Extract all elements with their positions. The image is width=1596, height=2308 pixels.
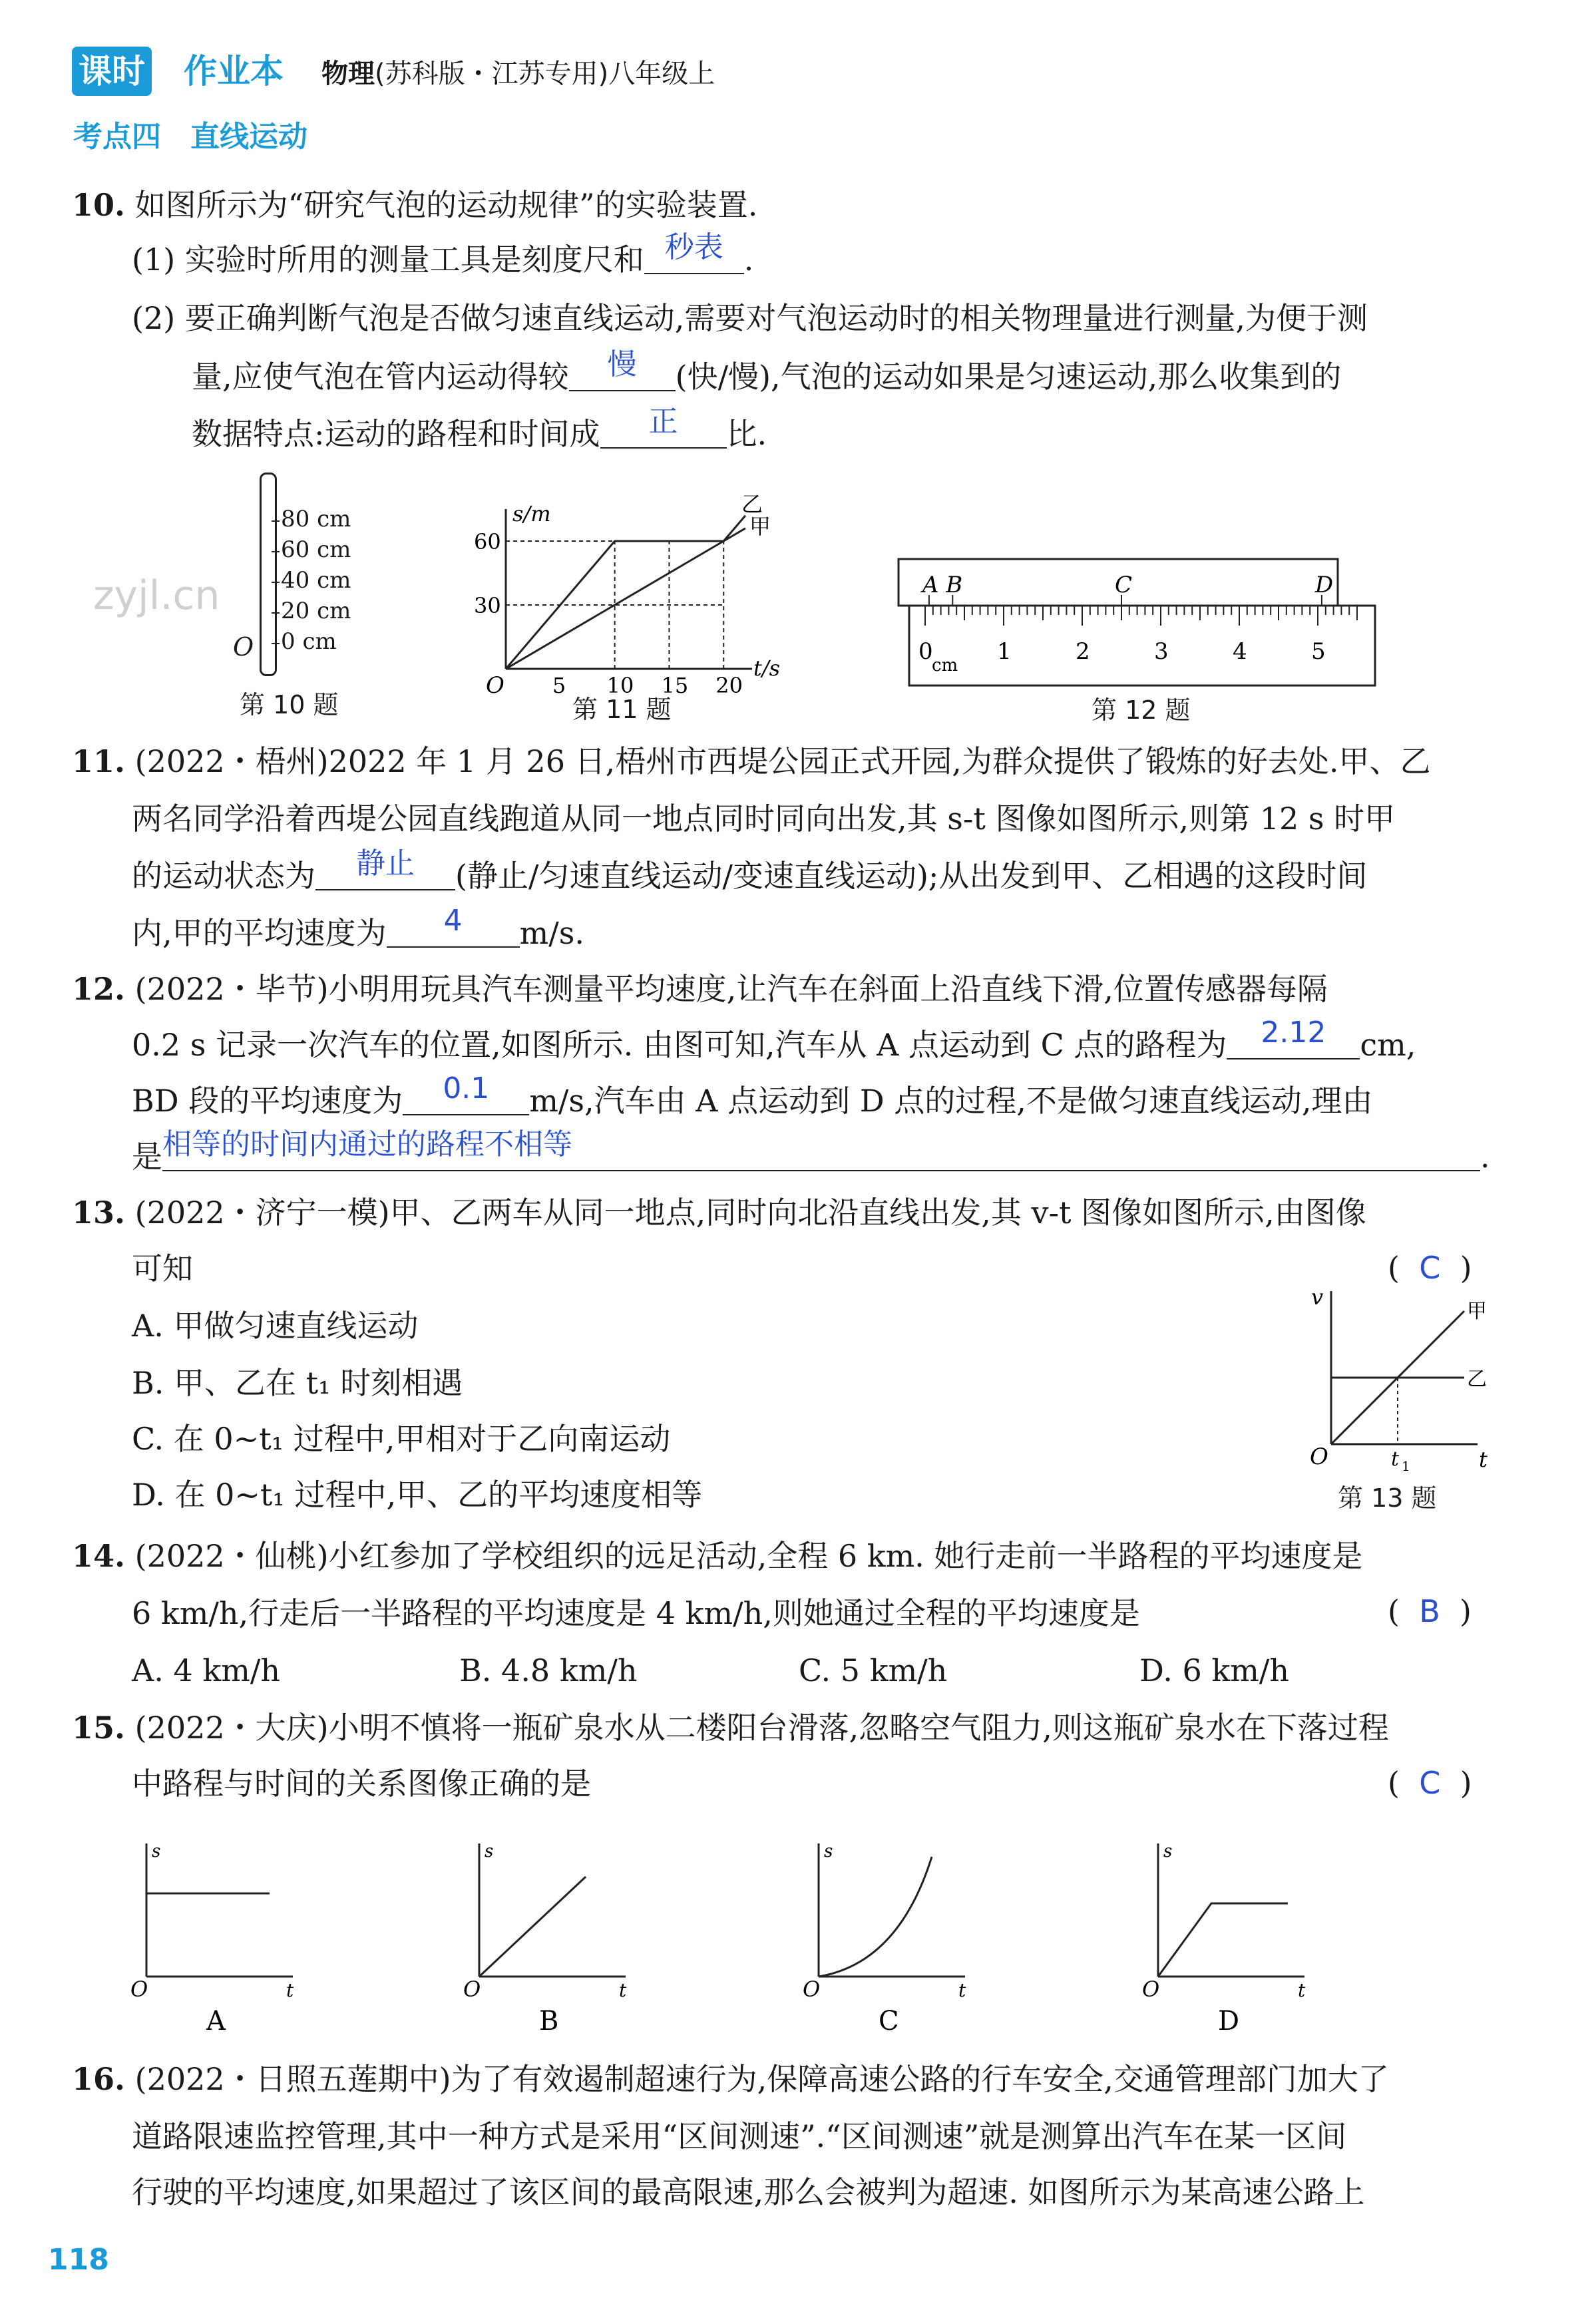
watermark: zyjl.cn bbox=[93, 572, 220, 619]
page-number: 118 bbox=[48, 2243, 109, 2277]
fig11-y-label: s/m bbox=[512, 501, 551, 526]
fig10-origin: O bbox=[233, 632, 254, 662]
fig13-t1-label: t bbox=[1391, 1447, 1400, 1471]
q15-graph-curve-B bbox=[479, 1877, 586, 1977]
q10-answer-3: 正 bbox=[648, 405, 678, 439]
fig10-mark: 60 cm bbox=[281, 536, 351, 563]
q10-part2-line2: 量,应使气泡在管内运动得较 慢 (快/慢),气泡的运动如果是匀速运动,那么收集到的 bbox=[192, 357, 1341, 397]
q13-line2: 可知 bbox=[132, 1250, 193, 1286]
header bbox=[72, 47, 871, 100]
fig10-tick bbox=[272, 520, 280, 522]
q12-line3: BD 段的平均速度为 0.1 m/s,汽车由 A 点运动到 D 点的过程,不是做匀速直线运动,理由 bbox=[132, 1081, 1373, 1121]
bubble-tube bbox=[260, 473, 277, 676]
fig12-point-D: D bbox=[1314, 572, 1334, 598]
q15-answer: ( C ) bbox=[1388, 1765, 1472, 1801]
fig11-x-tick: 5 bbox=[552, 673, 566, 698]
fig10-mark: 80 cm bbox=[281, 506, 351, 532]
fig12-scale-label: 2 bbox=[1076, 638, 1090, 665]
logo: 课时 bbox=[72, 47, 152, 96]
q13-option-c: C. 在 0~t₁ 过程中,甲相对于乙向南运动 bbox=[132, 1421, 671, 1457]
q11-line4: 内,甲的平均速度为 4 m/s. bbox=[132, 913, 584, 953]
q15-t-label: t bbox=[958, 1979, 966, 2001]
fig11-y-tick: 30 bbox=[474, 593, 501, 618]
q15-s-label: s bbox=[485, 1841, 494, 1861]
fig13-label-jia: 甲 bbox=[1467, 1300, 1487, 1323]
q15-origin: O bbox=[130, 1977, 148, 2002]
q10-part2-line1: (2) 要正确判断气泡是否做匀速直线运动,需要对气泡运动时的相关物理量进行测量,为便于测 bbox=[132, 300, 1368, 336]
fig10-tick bbox=[272, 551, 280, 552]
fig10-mark: 0 cm bbox=[281, 628, 337, 655]
fig12-point-C: C bbox=[1115, 572, 1133, 598]
q10-stem: 10. 如图所示为“研究气泡的运动规律”的实验装置. bbox=[72, 187, 758, 223]
q14-option-a: A. 4 km/h bbox=[132, 1652, 280, 1688]
book-title: 作业本 bbox=[184, 52, 284, 91]
q11-line2: 两名同学沿着西堤公园直线跑道从同一地点同时同向出发,其 s-t 图像如图所示,则第 12 s 时甲 bbox=[132, 801, 1396, 837]
fig11-x-tick: 10 bbox=[606, 673, 634, 698]
fig12-point-B: B bbox=[946, 572, 963, 598]
q11-line3: 的运动状态为 静止 (静止/匀速直线运动/变速直线运动);从出发到甲、乙相遇的这段时间 bbox=[132, 856, 1367, 896]
fig11-label-yi: 乙 bbox=[741, 491, 763, 517]
fig11-x-tick: 20 bbox=[715, 673, 743, 698]
q15-s-label: s bbox=[152, 1841, 161, 1861]
fig11-label-jia: 甲 bbox=[749, 513, 771, 539]
fig12-scale-label: 0 bbox=[918, 638, 933, 665]
fig12-scale-label: 4 bbox=[1233, 638, 1247, 665]
fig12-scale-label: 1 bbox=[997, 638, 1012, 665]
q13-answer: ( C ) bbox=[1388, 1250, 1472, 1286]
q14-option-c: C. 5 km/h bbox=[799, 1652, 948, 1688]
section-title: 考点四 直线运动 bbox=[73, 120, 307, 154]
q14-option-b: B. 4.8 km/h bbox=[459, 1652, 638, 1688]
q12-line2: 0.2 s 记录一次汽车的位置,如图所示. 由图可知,汽车从 A 点运动到 C 点的路程为 2.12 cm, bbox=[132, 1025, 1416, 1065]
fig12-scale-label: 5 bbox=[1311, 638, 1326, 665]
q12-answer-2: 0.1 bbox=[443, 1071, 490, 1105]
q15-origin: O bbox=[463, 1977, 481, 2002]
q16-line3: 行驶的平均速度,如果超过了该区间的最高限速,那么会被判为超速. 如图所示为某高速公路上 bbox=[132, 2174, 1365, 2210]
fig10-tick bbox=[272, 612, 280, 614]
q15-line1: 15. (2022・大庆)小明不慎将一瓶矿泉水从二楼阳台滑落,忽略空气阻力,则这瓶矿泉水在下落过程 bbox=[72, 1710, 1389, 1746]
q15-t-label: t bbox=[286, 1979, 294, 2001]
q12-answer-1: 2.12 bbox=[1261, 1016, 1326, 1050]
q13-line1: 13. (2022・济宁一模)甲、乙两车从同一地点,同时向北沿直线出发,其 v-t 图像如图所示,由图像 bbox=[72, 1195, 1366, 1231]
q15-graph-curve-C bbox=[819, 1857, 932, 1977]
fig11-x-tick: 15 bbox=[661, 673, 689, 698]
fig13-label-yi: 乙 bbox=[1467, 1368, 1487, 1391]
fig11-origin: O bbox=[486, 672, 504, 699]
q15-graph-curve-D bbox=[1158, 1903, 1288, 1977]
fig13-chart bbox=[1304, 1278, 1504, 1477]
q11-line1: 11. (2022・梧州)2022 年 1 月 26 日,梧州市西堤公园正式开园,为群众提供了锻炼的好去处.甲、乙 bbox=[72, 743, 1431, 779]
q10-answer-2: 慢 bbox=[607, 347, 637, 381]
fig11-y-tick: 60 bbox=[474, 529, 501, 554]
q14-option-d: D. 6 km/h bbox=[1139, 1652, 1289, 1688]
fig12-caption: 第 12 题 bbox=[1092, 695, 1191, 725]
q15-option-label-A: A bbox=[206, 2006, 226, 2036]
fig12-ruler bbox=[892, 552, 1384, 699]
q15-graphs-svg bbox=[126, 1817, 1358, 2043]
q12-line1: 12. (2022・毕节)小明用玩具汽车测量平均速度,让汽车在斜面上沿直线下滑,位置传感器每隔 bbox=[72, 971, 1328, 1007]
q10-part1: (1) 实验时所用的测量工具是刻度尺和 秒表 . bbox=[132, 240, 753, 280]
fig11-x-label: t/s bbox=[753, 656, 781, 681]
figure-11 bbox=[459, 489, 781, 729]
q15-t-label: t bbox=[1298, 1979, 1306, 2001]
q15-line2: 中路程与时间的关系图像正确的是 bbox=[132, 1766, 591, 1802]
q15-s-label: s bbox=[1163, 1841, 1173, 1861]
fig13-origin: O bbox=[1310, 1443, 1328, 1470]
fig13-x-label: t bbox=[1479, 1447, 1488, 1472]
q13-option-b: B. 甲、乙在 t₁ 时刻相遇 bbox=[132, 1365, 463, 1401]
q15-s-label: s bbox=[824, 1841, 833, 1861]
fig11-series-jia bbox=[506, 528, 745, 669]
q10-part2-line3: 数据特点:运动的路程和时间成 正 比. bbox=[192, 414, 767, 454]
q11-answer-1: 静止 bbox=[356, 847, 415, 880]
q15-origin: O bbox=[1142, 1977, 1160, 2002]
fig10-tick bbox=[272, 643, 280, 644]
q15-origin: O bbox=[803, 1977, 821, 2002]
q12-line4: 是 相等的时间内通过的路程不相等 . bbox=[132, 1137, 1490, 1177]
fig12-point-A: A bbox=[922, 572, 939, 598]
fig12-scale-label: 3 bbox=[1154, 638, 1169, 665]
q15-graphs bbox=[126, 1817, 1358, 2043]
fig13-caption: 第 13 题 bbox=[1338, 1483, 1437, 1513]
subject-title: 物理(苏科版・江苏专用)八年级上 bbox=[321, 59, 715, 89]
fig10-mark: 40 cm bbox=[281, 567, 351, 594]
figure-12 bbox=[892, 552, 1384, 739]
fig12-unit: cm bbox=[932, 656, 958, 675]
q11-answer-2: 4 bbox=[443, 904, 463, 938]
q15-option-label-B: B bbox=[539, 2006, 559, 2036]
fig11-caption: 第 11 题 bbox=[572, 695, 672, 724]
fig13-y-label: v bbox=[1311, 1284, 1324, 1310]
fig10-caption: 第 10 题 bbox=[240, 690, 339, 719]
q14-answer: ( B ) bbox=[1388, 1593, 1472, 1629]
fig10-mark: 20 cm bbox=[281, 598, 351, 624]
q13-option-d: D. 在 0~t₁ 过程中,甲、乙的平均速度相等 bbox=[132, 1477, 703, 1513]
q16-line2: 道路限速监控管理,其中一种方式是采用“区间测速”.“区间测速”就是测算出汽车在某一区间 bbox=[132, 2118, 1347, 2154]
q14-line1: 14. (2022・仙桃)小红参加了学校组织的远足活动,全程 6 km. 她行走前一半路程的平均速度是 bbox=[72, 1538, 1363, 1574]
q16-line1: 16. (2022・日照五莲期中)为了有效遏制超速行为,保障高速公路的行车安全,交通管理部门加大了 bbox=[72, 2061, 1389, 2097]
fig11-series-yi bbox=[506, 516, 745, 669]
q14-line2: 6 km/h,行走后一半路程的平均速度是 4 km/h,则她通过全程的平均速度是 bbox=[132, 1595, 1140, 1631]
q15-option-label-C: C bbox=[879, 2006, 899, 2036]
q15-t-label: t bbox=[619, 1979, 627, 2001]
fig10-tick bbox=[272, 582, 280, 583]
q12-answer-3: 相等的时间内通过的路程不相等 bbox=[162, 1127, 572, 1161]
fig11-chart bbox=[459, 489, 781, 699]
q10-answer-1: 秒表 bbox=[664, 230, 723, 264]
fig13-t1-sub: 1 bbox=[1402, 1458, 1410, 1474]
q15-option-label-D: D bbox=[1218, 2006, 1240, 2036]
q13-option-a: A. 甲做匀速直线运动 bbox=[132, 1308, 419, 1344]
figure-13 bbox=[1304, 1278, 1504, 1517]
figure-10 bbox=[93, 466, 399, 732]
